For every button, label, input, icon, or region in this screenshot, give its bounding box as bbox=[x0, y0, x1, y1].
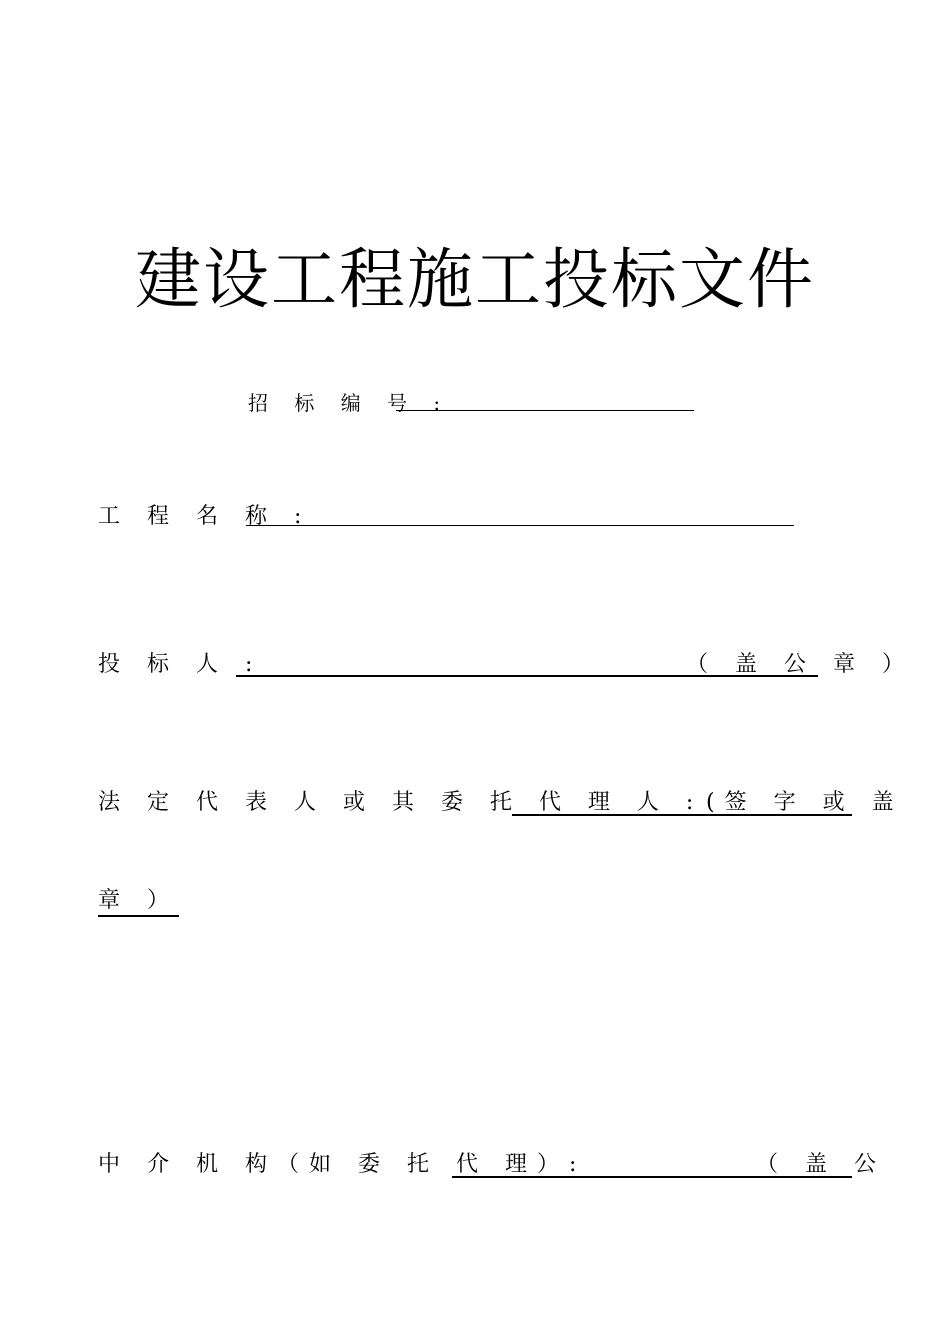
agency-label: 中 介 机 构（如 委 托 代 理）: bbox=[98, 1152, 587, 1177]
tender-number-line[interactable] bbox=[396, 410, 694, 411]
tender-number-label: 招 标 编 号 : bbox=[248, 391, 451, 415]
project-name-line[interactable] bbox=[246, 525, 794, 526]
document-title: 建设工程施工投标文件 bbox=[135, 241, 815, 318]
legal-representative-sign-note-cont-text: 章 ） bbox=[98, 888, 179, 917]
legal-representative-sign-note: (签 字 或 盖 bbox=[706, 790, 904, 815]
bidder-label: 投 标 人 : bbox=[98, 652, 263, 677]
legal-representative-sign-note-cont bbox=[98, 886, 179, 916]
agency-seal-note: （ 盖 公 bbox=[756, 1152, 886, 1177]
legal-representative-label: 法 定 代 表 人 或 其 委 托 代 理 人 : bbox=[98, 790, 704, 815]
project-name-label: 工 程 名 称 : bbox=[98, 504, 312, 529]
bidder-seal-note: （ 盖 公 章 ） bbox=[686, 652, 914, 677]
